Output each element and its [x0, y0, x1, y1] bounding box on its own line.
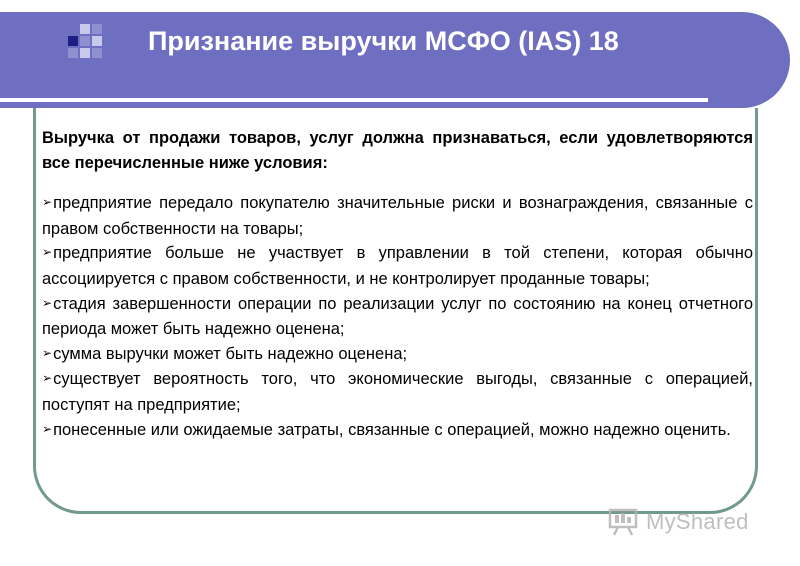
- list-item: ➢предприятие передало покупателю значительные риски и вознаграждения, связанные с правом собственности на товары;: [42, 194, 753, 238]
- watermark-text: MyShared: [646, 509, 749, 534]
- check-arrow-icon: ➢: [42, 295, 53, 310]
- check-arrow-icon: ➢: [42, 345, 53, 360]
- check-arrow-icon: ➢: [42, 421, 53, 436]
- intro-text: Выручка от продажи товаров, услуг должна признаваться, если удовлетворяются все перечисленные ниже условия:: [42, 129, 753, 172]
- presentation-board-icon: [608, 507, 640, 537]
- watermark: [608, 504, 749, 540]
- check-arrow-icon: ➢: [42, 371, 53, 386]
- check-arrow-icon: ➢: [42, 245, 53, 260]
- list-item: ➢сумма выручки может быть надежно оценена;: [42, 344, 408, 363]
- page-title: Признание выручки МСФО (IAS) 18: [148, 26, 619, 56]
- list-item: ➢понесенные или ожидаемые затраты, связанные с операцией, можно надежно оценить.: [42, 420, 731, 439]
- list-item: ➢стадия завершенности операции по реализации услуг по состоянию на конец отчетного периода может быть надежно оценена;: [42, 294, 753, 339]
- decorative-squares-icon: [68, 24, 112, 68]
- content-body: [42, 126, 753, 443]
- list-item: ➢существует вероятность того, что экономические выгоды, связанные с операцией, поступят на предприятие;: [42, 370, 753, 414]
- header-divider: [0, 98, 708, 102]
- list-item: ➢предприятие больше не участвует в управлении в той степени, которая обычно ассоциируется с правом собственности, и не контролирует проданные товары;: [42, 244, 753, 288]
- check-arrow-icon: ➢: [42, 195, 53, 210]
- conditions-list: [42, 191, 753, 443]
